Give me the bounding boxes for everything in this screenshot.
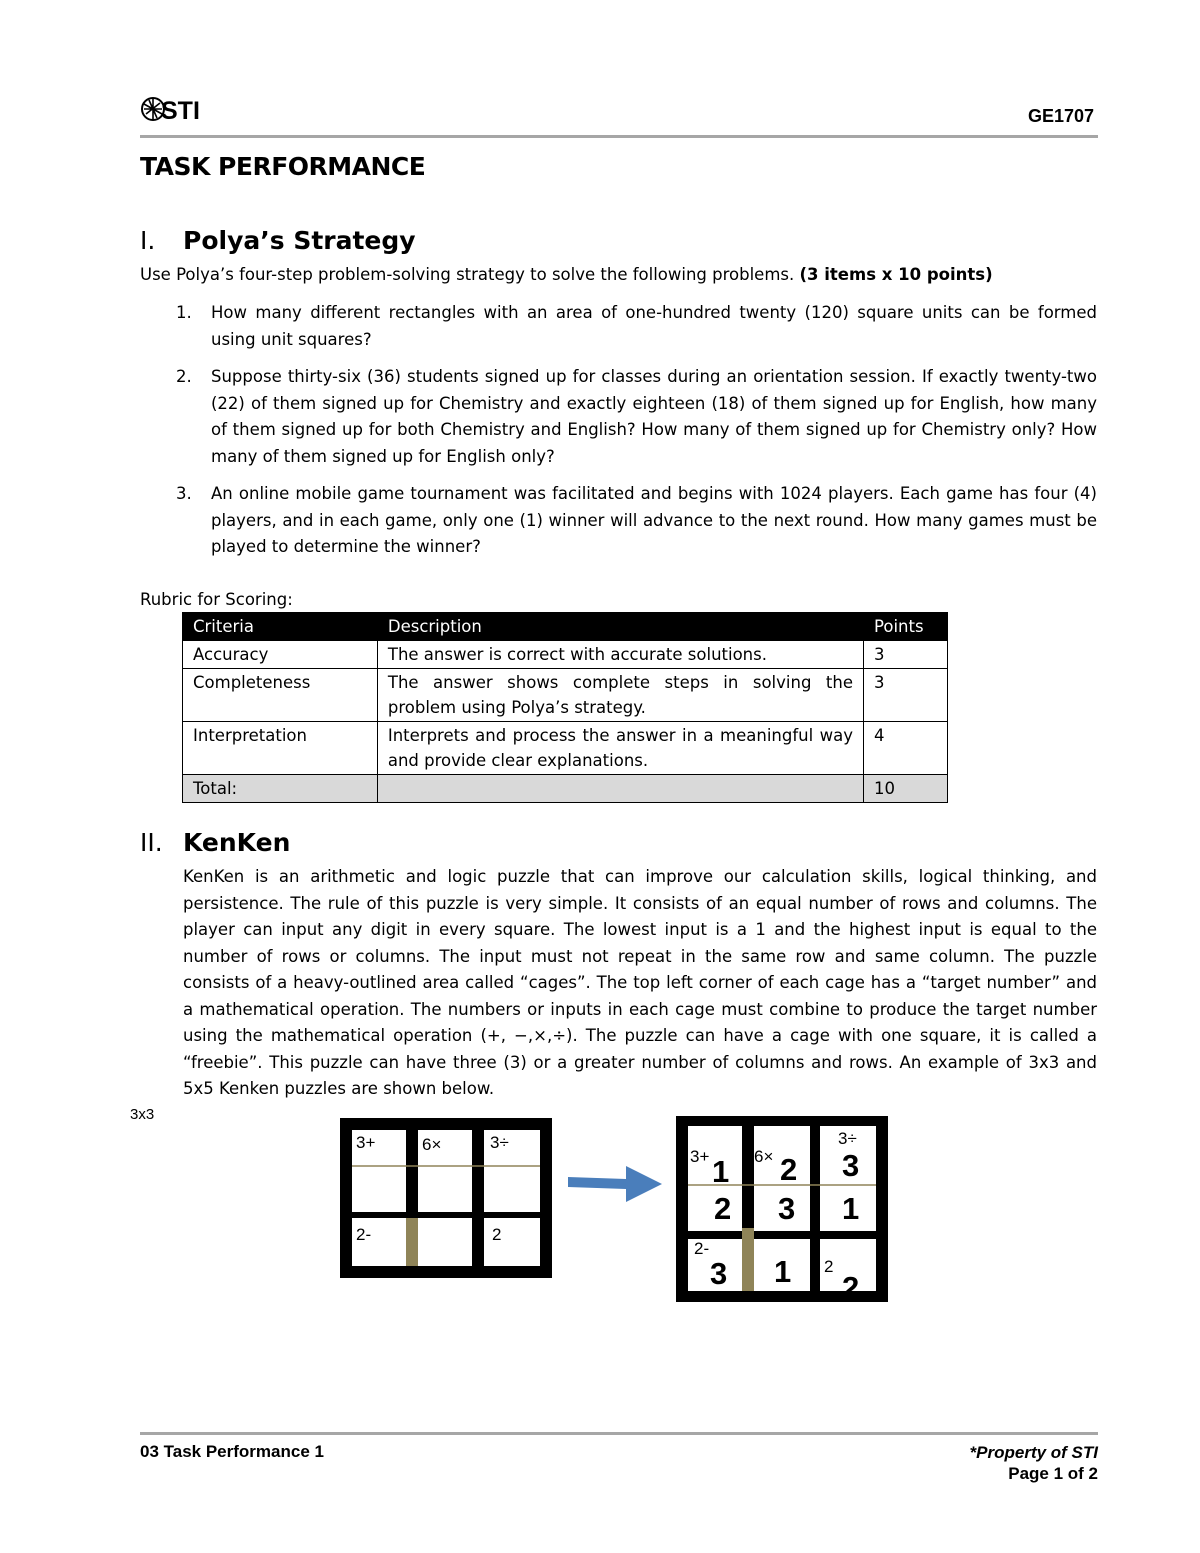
footer-document-name: 03 Task Performance 1	[140, 1442, 324, 1461]
cage-clue: 3÷	[490, 1133, 509, 1152]
rubric-points: 4	[864, 722, 948, 775]
cell-value: 3	[842, 1148, 860, 1183]
section-1-intro	[140, 262, 1100, 289]
kenken-description: KenKen is an arithmetic and logic puzzle that can improve our calculation skills, logical thinking, and persistence. The rule of this puzzle is very simple. It consists of an equal number of rows and columns. The player can input any digit in every square. The lowest input is a 1 and the highest input is equal to the number of rows or columns. The input must not repeat in the same row and same column. The puzzle consists of a heavy-outlined area called “cages”. The top left corner of each cage has a “target number” and a mathematical operation. The numbers or inputs in each cage must combine to produce the target number using the mathematical operation (+, −,×,÷). The puzzle can have a cage with one square, it is called a “freebie”. This puzzle can have three (3) or a greater number of columns and rows. An example of 3x3 and 5x5 Kenken puzzles are shown below.	[183, 867, 1097, 1098]
question-3	[176, 481, 1097, 561]
section-2-heading	[140, 828, 290, 857]
rubric-header-points: Points	[864, 613, 948, 641]
cell-value: 2	[714, 1191, 732, 1226]
cage-clue: 2-	[694, 1239, 710, 1258]
rubric-criteria: Accuracy	[183, 641, 378, 669]
cage-clue: 3÷	[838, 1129, 857, 1148]
cage-clue: 3+	[690, 1147, 710, 1166]
rubric-total-label: Total:	[183, 775, 378, 803]
question-text: Suppose thirty-six (36) students signed up for classes during an orientation session. If exactly twenty-two (22) of them signed up for Chemistry and exactly eighteen (18) of them signed up for English, how many of them signed up for both Chemistry and English? How many of them signed up for Chemistry only? How many of them signed up for English only?	[211, 367, 1097, 466]
rubric-header-criteria: Criteria	[183, 613, 378, 641]
rubric-total-description	[377, 775, 863, 803]
logo-text: STI	[161, 97, 200, 124]
kenken-puzzle-solved	[676, 1116, 888, 1302]
course-code: GE1707	[1027, 106, 1094, 126]
cell-value: 1	[842, 1191, 860, 1226]
intro-text: Use Polya’s four-step problem-solving strategy to solve the following problems.	[140, 265, 795, 284]
cell-value: 1	[774, 1254, 792, 1289]
cage-connector	[742, 1228, 754, 1291]
section-1-title: Polya’s Strategy	[183, 226, 416, 255]
rubric-total-points: 10	[864, 775, 948, 803]
sti-logo	[140, 94, 204, 124]
cage-clue: 2	[492, 1225, 502, 1244]
rubric-points: 3	[864, 641, 948, 669]
cell-value: 1	[712, 1154, 730, 1189]
section-2-title: KenKen	[183, 828, 291, 857]
cell-value: 2	[780, 1152, 798, 1187]
rubric-table	[182, 612, 948, 803]
sti-logo-graphic	[140, 94, 204, 124]
footer-right	[970, 1442, 1098, 1484]
cell-value: 3	[778, 1191, 796, 1226]
arrow-shape	[568, 1166, 662, 1202]
cage-clue: 6×	[422, 1135, 442, 1154]
rubric-header-row	[183, 613, 948, 641]
cage-connector	[406, 1218, 418, 1266]
section-2-number: II.	[140, 828, 163, 857]
question-number: 2.	[176, 367, 192, 386]
label-3x3: 3x3	[130, 1106, 155, 1123]
table-row	[183, 641, 948, 669]
rubric-description: The answer is correct with accurate solutions.	[377, 641, 863, 669]
header-rule	[140, 135, 1098, 138]
intro-points: (3 items x 10 points)	[799, 265, 993, 284]
rubric-points: 3	[864, 669, 948, 722]
rubric-header-description: Description	[377, 613, 863, 641]
rubric-label: Rubric for Scoring:	[140, 590, 293, 609]
section-1-number: I.	[140, 226, 156, 255]
page-title: TASK PERFORMANCE	[140, 152, 426, 181]
rubric-total-row	[183, 775, 948, 803]
rubric-criteria: Completeness	[183, 669, 378, 722]
rubric-description: The answer shows complete steps in solving the problem using Polya’s strategy.	[377, 669, 863, 722]
cage-clue: 6×	[754, 1147, 774, 1166]
section-1-heading	[140, 226, 416, 255]
question-text: An online mobile game tournament was facilitated and begins with 1024 players. Each game has four (4) players, and in each game, only one (1) winner will advance to the next round. How many games must be played to determine the winner?	[211, 484, 1097, 556]
question-text: How many different rectangles with an area of one-hundred twenty (120) square units can be formed using unit squares?	[211, 303, 1097, 349]
cell-value: 2	[842, 1270, 860, 1302]
table-row	[183, 669, 948, 722]
footer-rule	[140, 1432, 1098, 1435]
rubric-criteria: Interpretation	[183, 722, 378, 775]
question-number: 3.	[176, 484, 192, 503]
footer-property: *Property of STI	[969, 1443, 1098, 1462]
question-2	[176, 364, 1097, 470]
rubric-description: Interprets and process the answer in a meaningful way and provide clear explanations.	[377, 722, 863, 775]
kenken-puzzle-empty	[340, 1118, 552, 1278]
table-row	[183, 722, 948, 775]
arrow-right-icon	[566, 1162, 664, 1206]
cage-clue: 2-	[356, 1225, 372, 1244]
cage-clue: 3+	[356, 1133, 376, 1152]
question-number: 1.	[176, 303, 192, 322]
cell-value: 3	[710, 1256, 728, 1291]
cage-clue: 2	[824, 1257, 834, 1276]
question-1	[176, 300, 1097, 353]
page-number: Page 1 of 2	[1008, 1464, 1098, 1483]
